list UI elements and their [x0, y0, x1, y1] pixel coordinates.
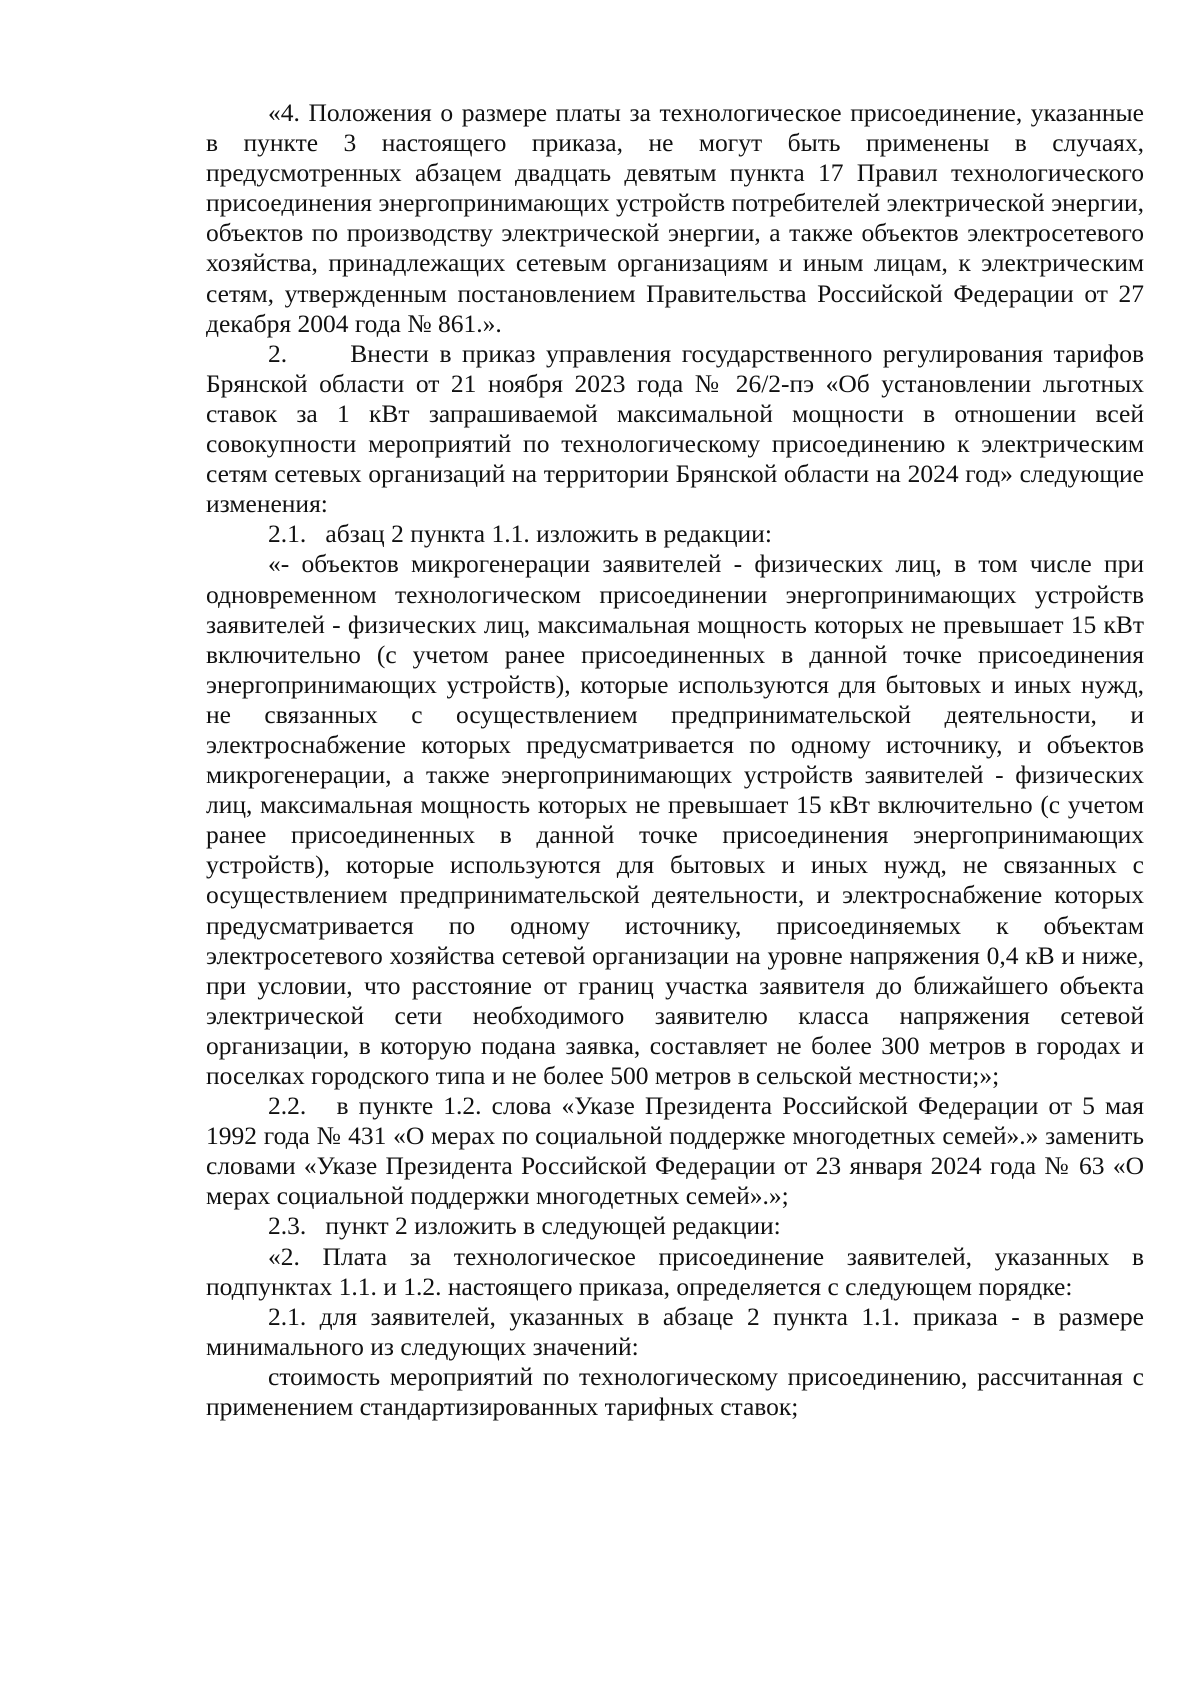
paragraph-sub-2-1: 2.1. для заявителей, указанных в абзаце 2 пункта 1.1. приказа - в размере минимального из следующих значений:	[206, 1301, 1144, 1361]
document-body	[206, 98, 1151, 1422]
paragraph-item-2: 2. Внести в приказ управления государственного регулирования тарифов Брянской области от 21 ноября 2023 года № 26/2-пэ «Об установлении льготных ставок за 1 кВт запрашиваемой максимальной мощности в отношении всей совокупности мероприятий по технологическому присоединению к электрическим сетям сетевых организаций на территории Брянской области на 2024 год» следующие изменения:	[206, 338, 1151, 519]
paragraph-item-2-1-text: «- объектов микрогенерации заявителей - физических лиц, в том числе при одновременном технологическом присоединении энергопринимающих устройств заявителей - физических лиц, максимальная мощность которых не превышает 15 кВт включительно (с учетом ранее присоединенных в данной точке присоединения энергопринимающих устройств), которые используются для бытовых и иных нужд, не связанных с осуществлением предпринимательской деятельности, и электроснабжение которых предусматривается по одному источнику, и объектов микрогенерации, а также энергопринимающих устройств заявителей - физических лиц, максимальная мощность которых не превышает 15 кВт включительно (с учетом ранее присоединенных в данной точке присоединения энергопринимающих устройств), которые используются для бытовых и иных нужд, не связанных с осуществлением предпринимательской деятельности, и электроснабжение которых предусматривается по одному источнику, присоединяемых к объектам электросетевого хозяйства сетевой организации на уровне напряжения 0,4 кВ и ниже, при условии, что расстояние от границ участка заявителя до ближайшего объекта электрической сети необходимого заявителю класса напряжения сетевой организации, в которую подана заявка, составляет не более 300 метров в городах и поселках городского типа и не более 500 метров в сельской местности;»;	[206, 549, 1144, 1090]
paragraph-new-clause-2: «2. Плата за технологическое присоединение заявителей, указанных в подпунктах 1.1. и 1.2. настоящего приказа, определяется с следующем порядке:	[206, 1241, 1144, 1301]
paragraph-item-2-1: 2.1. абзац 2 пункта 1.1. изложить в редакции:	[268, 519, 772, 549]
paragraph-item-2-2: 2.2. в пункте 1.2. слова «Указе Президента Российской Федерации от 5 мая 1992 года № 431 «О мерах по социальной поддержке многодетных семей».» заменить словами «Указе Президента Российской Федерации от 23 января 2024 года № 63 «О мерах социальной поддержки многодетных семей».»;	[206, 1091, 1151, 1211]
paragraph-cost-option: стоимость мероприятий по технологическому присоединению, рассчитанная с применением стандартизированных тарифных ставок;	[206, 1361, 1144, 1422]
paragraph-item-2-3: 2.3. пункт 2 изложить в следующей редакции:	[268, 1211, 781, 1241]
paragraph-clause-4: «4. Положения о размере платы за технологическое присоединение, указанные в пункте 3 настоящего приказа, не могут быть применены в случаях, предусмотренных абзацем двадцать девятым пункта 17 Правил технологического присоединения энергопринимающих устройств потребителей электрической энергии, объектов по производству электрической энергии, а также объектов электросетевого хозяйства, принадлежащих сетевым организациям и иным лицам, к электрическим сетям, утвержденным постановлением Правительства Российской Федерации от 27 декабря 2004 года № 861.».	[206, 98, 1144, 338]
